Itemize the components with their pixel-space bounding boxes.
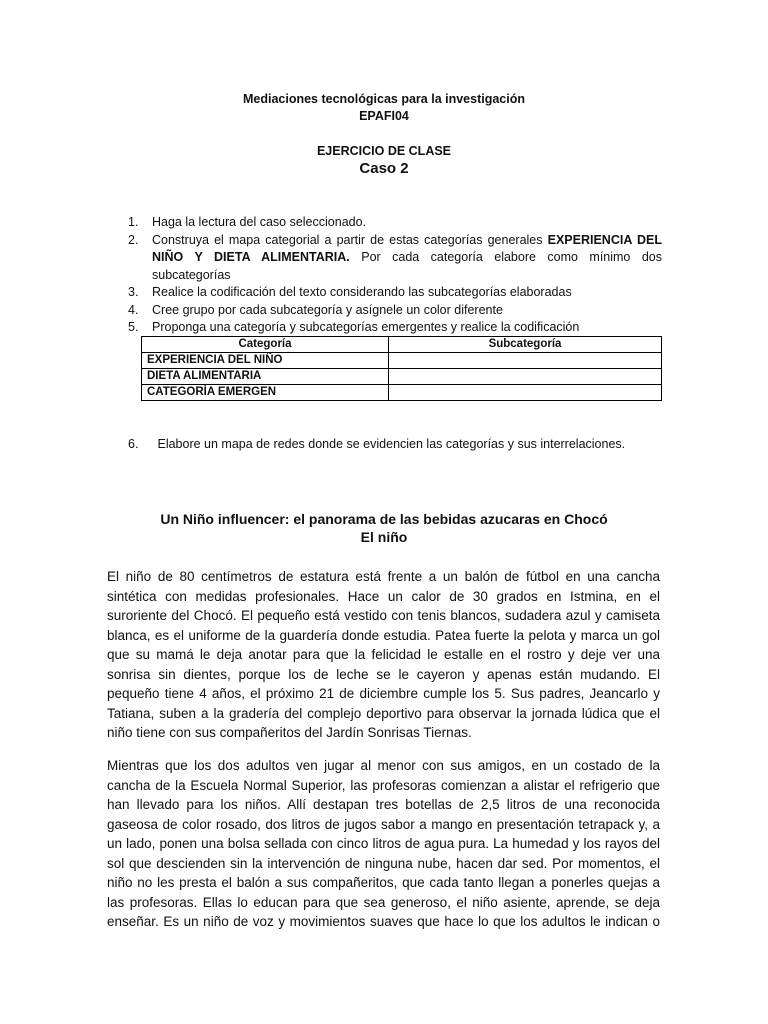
- category-cell: CATEGORÍA EMERGEN: [142, 385, 389, 401]
- instruction-item: [126, 232, 662, 285]
- paragraph-line: sonrisa sin dientes, porque los de leche se le cayeron y apenas están mudando. El: [107, 666, 660, 682]
- instruction-item: [126, 319, 662, 337]
- instruction-number: 6.: [128, 437, 139, 451]
- paragraph-line: que su mamá le deja anotar para que la felicidad le estalle en el rostro y deje ver una: [107, 647, 660, 662]
- paragraph-line: blanca, es el uniforme de la guardería donde estudia. Patea fuerte la pelota y marca un gol: [107, 627, 660, 643]
- paragraph-line: El niño de 80 centímetros de estatura está frente a un balón de fútbol en una cancha: [107, 569, 660, 584]
- instruction-text: Realice la codificación del texto considerando las subcategorías elaboradas: [152, 285, 572, 299]
- instruction-text: Haga la lectura del caso seleccionado.: [152, 215, 367, 229]
- paragraph-line: Mientras que los dos adultos ven jugar al menor con sus amigos, en un costado de la: [107, 758, 660, 773]
- instruction-text: Cree grupo por cada subcategoría y asígnele un color diferente: [152, 302, 503, 317]
- story-subtitle: El niño: [360, 529, 408, 545]
- paragraph-line: niño no les presta el balón a sus compañeritos, que cada tanto llegan a ponerles quejas a: [107, 875, 660, 890]
- paragraph-line: pequeño tiene 4 años, el próximo 21 de diciembre cumple los 5. Sus padres, Jeancarlo y: [107, 686, 660, 701]
- instruction-text: Proponga una categoría y subcategorías emergentes y realice la codificación: [152, 320, 580, 334]
- category-cell: DIETA ALIMENTARIA: [142, 369, 389, 385]
- paragraph-line: un lado, ponen una bolsa sellada con cinco litros de agua pura. La humedad y los rayos del: [107, 836, 660, 851]
- story-title: Un Niño influencer: el panorama de las bebidas azucaras en Chocó: [160, 511, 608, 527]
- paragraph-line: las profesoras. Ellas lo educan para que sea generoso, el niño asiente, aprende, se deja: [107, 894, 660, 910]
- course-title: Mediaciones tecnológicas para la investigación: [242, 92, 526, 106]
- instruction-number: 5.: [128, 320, 139, 334]
- table-row: [142, 353, 662, 369]
- subcategory-cell: [389, 385, 662, 401]
- table-header-row: [142, 337, 662, 353]
- table-row: [142, 385, 662, 401]
- instruction-number: 1.: [128, 215, 139, 229]
- story-paragraph-2: [107, 756, 660, 932]
- category-cell: EXPERIENCIA DEL NIÑO: [142, 353, 389, 369]
- instruction-item: [126, 284, 662, 302]
- instruction-text: Construya el mapa categorial a partir de estas categorías generales: [152, 232, 548, 247]
- instruction-number: 4.: [128, 302, 139, 317]
- course-code: EPAFI04: [359, 109, 409, 123]
- instruction-item: [126, 214, 662, 232]
- subcategory-cell: [389, 369, 662, 385]
- instruction-text: Por cada categoría elabore como mínimo dos subcategorías: [152, 250, 662, 282]
- instruction-number: 2.: [128, 232, 139, 247]
- header-subcategoria: Subcategoría: [389, 337, 662, 353]
- paragraph-line: niño tiene con sus compañeritos del Jardín Sonrisas Tiernas.: [107, 725, 472, 740]
- category-table: [141, 336, 662, 401]
- paragraph-line: han llevado para los niños. Allí destapan tres botellas de 2,5 litros de una reconocida: [107, 797, 660, 812]
- instruction-bold-categories: EXPERIENCIA DEL NIÑO Y DIETA ALIMENTARIA.: [152, 232, 662, 264]
- header-categoria: Categoría: [142, 337, 389, 353]
- paragraph-line: cancha de la Escuela Normal Superior, las profesoras comienzan a alistar el refrigerio que: [107, 777, 660, 793]
- instructions-list: [126, 214, 662, 337]
- story-paragraph-1: [107, 567, 660, 743]
- paragraph-line: Tatiana, suben a la gradería del complejo deportivo para observar la jornada lúdica que el: [107, 705, 660, 721]
- paragraph-line: sintética con medidas profesionales. Hace un calor de 30 grados en Istmina, en el: [107, 588, 660, 604]
- instruction-item: [126, 302, 662, 320]
- paragraph-line: suroriente del Chocó. El pequeño está vestido con tenis blancos, sudadera azul y camiseta: [107, 608, 660, 623]
- instruction-number: 3.: [128, 285, 139, 299]
- subcategory-cell: [389, 353, 662, 369]
- case-label: Caso 2: [359, 160, 409, 177]
- instruction-item-6: [128, 437, 625, 451]
- paragraph-line: sol que descienden sin la intervención de ninguna nube, hacen dar sed. Por momentos, el: [107, 855, 660, 871]
- exercise-label: EJERCICIO DE CLASE: [316, 144, 452, 158]
- instruction-text: Elabore un mapa de redes donde se evidencien las categorías y sus interrelaciones.: [157, 437, 626, 451]
- paragraph-line: enseñar. Es un niño de voz y movimientos suaves que hace lo que los adultos le indican o: [107, 914, 660, 929]
- paragraph-line: gaseosa de color rosado, dos litros de jugos sabor a mango en presentación tetrapack y, a: [107, 816, 660, 832]
- table-row: [142, 369, 662, 385]
